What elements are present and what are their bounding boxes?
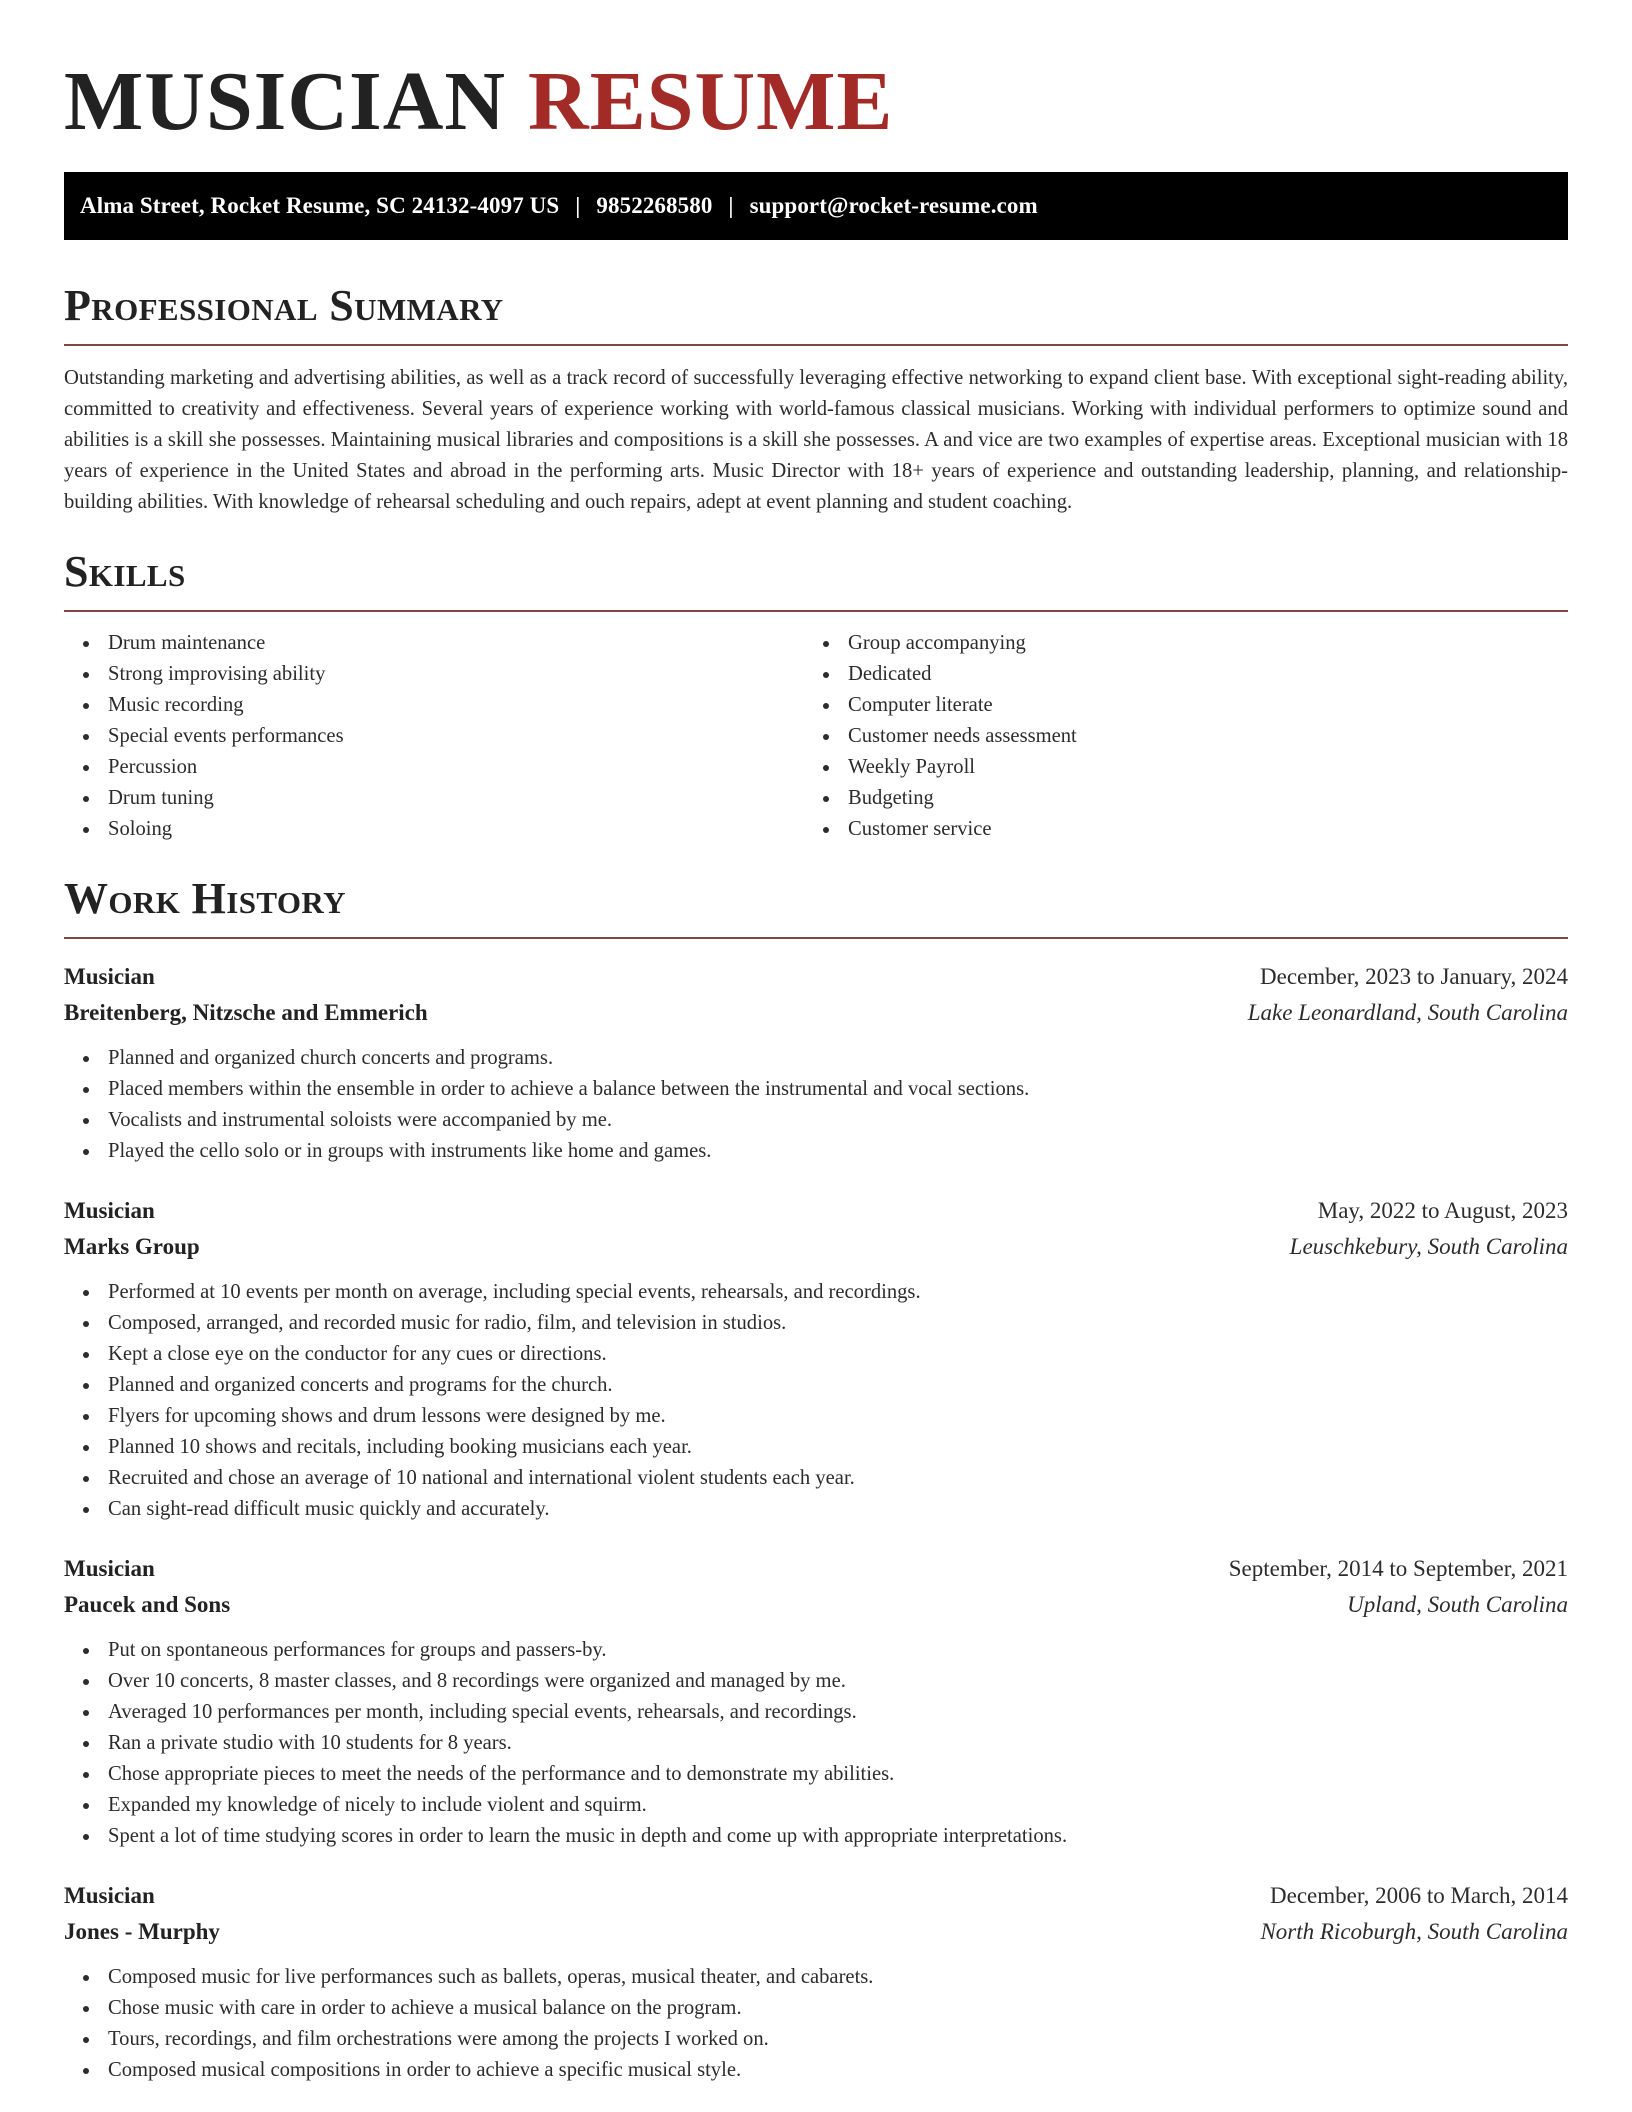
job-subheader-row: [64, 1229, 1568, 1265]
job-company: Breitenberg, Nitzsche and Emmerich: [64, 1000, 428, 1025]
contact-email: support@rocket-resume.com: [749, 193, 1038, 218]
job-header-row: [64, 959, 1568, 995]
job-location: North Ricoburgh, South Carolina: [1260, 1919, 1568, 1944]
job-location: Leuschkebury, South Carolina: [1289, 1234, 1568, 1259]
skill-item: Music recording: [64, 690, 804, 721]
skill-item: Customer service: [804, 814, 1544, 845]
summary-text: Outstanding marketing and advertising abilities, as well as a track record of successfully leveraging effective networking to expand client base. With exceptional sight-reading ability, committed to creativity and effectiveness. Several years of experience working with world-famous classical musicians. Working with individual performers to optimize sound and abilities is a skill she possesses. Maintaining musical libraries and compositions is a skill she possesses. A and vice are two examples of expertise areas. Exceptional musician with 18 years of experience in the United States and abroad in the performing arts. Music Director with 18+ years of experience and outstanding leadership, planning, and relationship-building abilities. With knowledge of rehearsal scheduling and ouch repairs, adept at event planning and student coaching.: [64, 367, 1568, 513]
skills-heading: Skills: [64, 547, 186, 596]
skill-item: Dedicated: [804, 659, 1544, 690]
job-list: [64, 959, 1568, 2086]
duty-item: Chose music with care in order to achieve a musical balance on the program.: [64, 1993, 1568, 2024]
skill-item: Strong improvising ability: [64, 659, 804, 690]
skill-item: Customer needs assessment: [804, 721, 1544, 752]
section-divider: [64, 937, 1568, 939]
job-location: Upland, South Carolina: [1347, 1592, 1568, 1617]
duty-item: Composed, arranged, and recorded music for radio, film, and television in studios.: [64, 1308, 1568, 1339]
job-entry: [64, 1193, 1568, 1525]
job-subheader-row: [64, 995, 1568, 1031]
skills-section: [64, 546, 1568, 845]
duty-item: Tours, recordings, and film orchestrations were among the projects I worked on.: [64, 2024, 1568, 2055]
job-duties: [64, 1962, 1568, 2086]
job-location: Lake Leonardland, South Carolina: [1247, 1000, 1568, 1025]
contact-separator: |: [728, 193, 734, 218]
summary-heading: Professional Summary: [64, 281, 504, 330]
job-header-row: [64, 1551, 1568, 1587]
job-entry: [64, 1878, 1568, 2086]
job-position: Musician: [64, 1883, 155, 1908]
duty-item: Over 10 concerts, 8 master classes, and 8 recordings were organized and managed by me.: [64, 1666, 1568, 1697]
duty-item: Planned 10 shows and recitals, including booking musicians each year.: [64, 1432, 1568, 1463]
skill-item: Group accompanying: [804, 628, 1544, 659]
job-dates: December, 2006 to March, 2014: [1270, 1883, 1568, 1908]
job-entry: [64, 1551, 1568, 1852]
duty-item: Composed musical compositions in order to achieve a specific musical style.: [64, 2055, 1568, 2086]
job-dates: May, 2022 to August, 2023: [1317, 1198, 1568, 1223]
duty-item: Vocalists and instrumental soloists were accompanied by me.: [64, 1105, 1568, 1136]
contact-address: Alma Street, Rocket Resume, SC 24132-4097 US: [80, 193, 560, 218]
job-company: Jones - Murphy: [64, 1919, 220, 1944]
duty-item: Planned and organized church concerts and programs.: [64, 1043, 1568, 1074]
duty-item: Planned and organized concerts and programs for the church.: [64, 1370, 1568, 1401]
duty-item: Ran a private studio with 10 students for 8 years.: [64, 1728, 1568, 1759]
duty-item: Put on spontaneous performances for groups and passers-by.: [64, 1635, 1568, 1666]
skills-grid: [64, 628, 1568, 845]
skill-item: Percussion: [64, 752, 804, 783]
job-header-row: [64, 1878, 1568, 1914]
duty-item: Played the cello solo or in groups with instruments like home and games.: [64, 1136, 1568, 1167]
skills-column-right: [804, 628, 1544, 845]
job-position: Musician: [64, 1556, 155, 1581]
skill-item: Special events performances: [64, 721, 804, 752]
job-company: Marks Group: [64, 1234, 200, 1259]
job-duties: [64, 1277, 1568, 1525]
duty-item: Spent a lot of time studying scores in order to learn the music in depth and come up with appropriate interpretations.: [64, 1821, 1568, 1852]
duty-item: Recruited and chose an average of 10 national and international violent students each year.: [64, 1463, 1568, 1494]
skills-column-left: [64, 628, 804, 845]
duty-item: Flyers for upcoming shows and drum lessons were designed by me.: [64, 1401, 1568, 1432]
job-company: Paucek and Sons: [64, 1592, 231, 1617]
job-position: Musician: [64, 964, 155, 989]
skill-item: Computer literate: [804, 690, 1544, 721]
duty-item: Can sight-read difficult music quickly and accurately.: [64, 1494, 1568, 1525]
duty-item: Expanded my knowledge of nicely to include violent and squirm.: [64, 1790, 1568, 1821]
skill-item: Drum tuning: [64, 783, 804, 814]
duty-item: Composed music for live performances such as ballets, operas, musical theater, and cabarets.: [64, 1962, 1568, 1993]
job-duties: [64, 1635, 1568, 1852]
duty-item: Placed members within the ensemble in order to achieve a balance between the instrumental and vocal sections.: [64, 1074, 1568, 1105]
duty-item: Performed at 10 events per month on average, including special events, rehearsals, and recordings.: [64, 1277, 1568, 1308]
job-header-row: [64, 1193, 1568, 1229]
skill-item: Drum maintenance: [64, 628, 804, 659]
work-history-section: [64, 873, 1568, 2086]
title-accent: RESUME: [528, 55, 894, 148]
duty-item: Kept a close eye on the conductor for any cues or directions.: [64, 1339, 1568, 1370]
contact-phone: 9852268580: [596, 193, 713, 218]
job-duties: [64, 1043, 1568, 1167]
summary-section: [64, 280, 1568, 518]
resume-title: [64, 54, 1568, 150]
section-divider: [64, 610, 1568, 612]
skill-item: Budgeting: [804, 783, 1544, 814]
duty-item: Averaged 10 performances per month, including special events, rehearsals, and recordings.: [64, 1697, 1568, 1728]
contact-bar: [64, 172, 1568, 240]
job-subheader-row: [64, 1587, 1568, 1623]
job-dates: December, 2023 to January, 2024: [1260, 964, 1568, 989]
contact-separator: |: [575, 193, 581, 218]
skill-item: Soloing: [64, 814, 804, 845]
job-position: Musician: [64, 1198, 155, 1223]
job-subheader-row: [64, 1914, 1568, 1950]
duty-item: Chose appropriate pieces to meet the needs of the performance and to demonstrate my abilities.: [64, 1759, 1568, 1790]
skill-item: Weekly Payroll: [804, 752, 1544, 783]
section-divider: [64, 344, 1568, 346]
title-main: MUSICIAN: [64, 55, 507, 148]
job-entry: [64, 959, 1568, 1167]
work-history-heading: Work History: [64, 874, 346, 923]
job-dates: September, 2014 to September, 2021: [1228, 1556, 1568, 1581]
